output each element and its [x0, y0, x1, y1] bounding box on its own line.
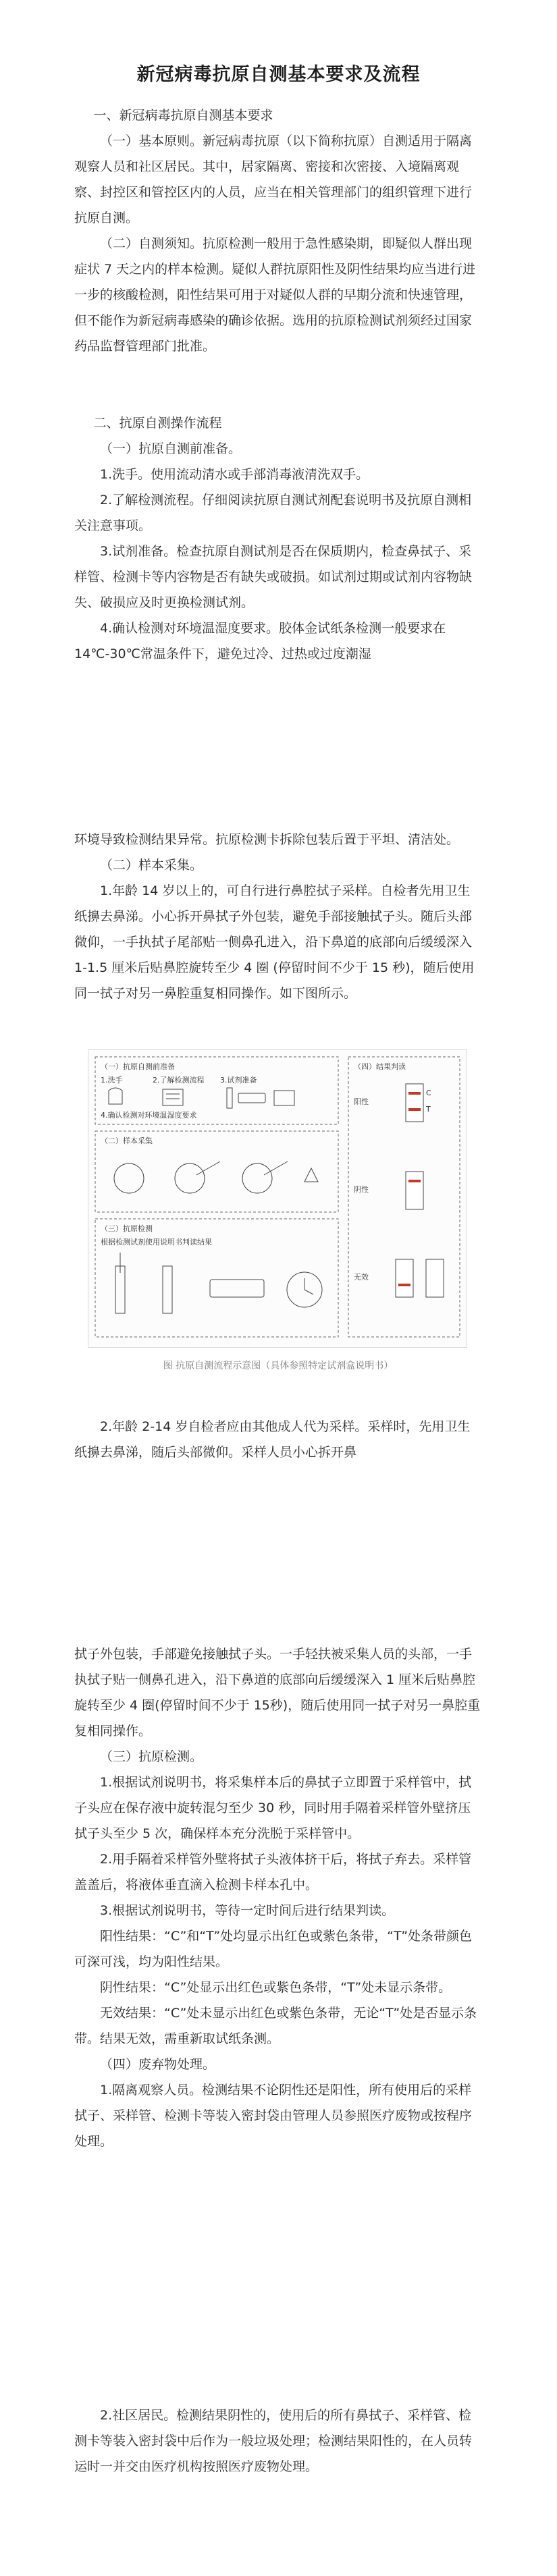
sampling-adult: 1.年龄 14 岁以上的，可自行进行鼻腔拭子采样。自检者先用卫生纸擤去鼻涕。小心拆开鼻拭子外包装，避免手部接触拭子头。随后头部微仰，一手执拭子尾部贴一侧鼻孔进入，沿下鼻道的底部向后缓缓深入 1-1.5 厘米后贴鼻腔旋转至少 4 圈 (停留时间不少于 15 秒)，随后使用同一拭子对另一鼻腔重复相同操作。如下图所示。	[74, 883, 475, 1001]
sampling-child-continued: 拭子外包装，手部避免接触拭子头。一手轻扶被采集人员的头部，一手执拭子贴一侧鼻孔进入，沿下鼻道的底部向后缓缓深入 1 厘米后贴鼻腔旋转至少 4 圈(停留时间不少于 15秒)，随后使用同一拭子对另一鼻腔重复相同操作。	[74, 1647, 481, 1738]
panel3-note: 根据检测试剂使用说明书判读结果	[101, 1238, 212, 1246]
section-procedure-part4	[74, 2403, 482, 2479]
result-label: 阴性	[354, 1185, 369, 1194]
arrow-icon	[304, 1168, 318, 1182]
band-t	[408, 1108, 421, 1111]
result-label: 无效	[354, 1273, 369, 1282]
panel3-title: （三）抗原检测	[101, 1224, 153, 1233]
result-label: 阳性	[354, 1097, 369, 1106]
paragraph-basic-principle: （一）基本原则。新冠病毒抗原（以下简称抗原）自测适用于隔离观察人员和社区居民。其中，居家隔离、密接和次密接、入境隔离观察、封控区和管控区内的人员，应当在相关管理部门的组织管理下进行抗原自测。	[74, 134, 473, 225]
paragraph-self-test-notes: （二）自测须知。抗原检测一般用于急性感染期，即疑似人群出现症状 7 天之内的样本检测。疑似人群抗原阳性及阴性结果均应当进行进一步的核酸检测，阳性结果可用于对疑似人群的早期分流和快速管理，但不能作为新冠病毒感染的确诊依据。选用的抗原检测试剂须经过国家药品监督管理部门批准。	[74, 236, 476, 354]
step-wash-hands: 1.洗手。使用流动清水或手部消毒液清洗双手。	[100, 467, 369, 482]
test-card-icon	[238, 1093, 265, 1103]
test-step-3: 3.根据试剂说明书，等待一定时间后进行结果判读。	[100, 1903, 395, 1918]
result-negative	[354, 1172, 423, 1209]
step-read-manual: 2.了解检测流程。仔细阅读抗原自测试剂配套说明书及抗原自测相关注意事项。	[74, 493, 472, 533]
subheading-antigen-test: （三）抗原检测。	[100, 1749, 203, 1764]
band-c	[408, 1092, 421, 1095]
panel2-title: （二）样本采集	[101, 1136, 153, 1145]
section-procedure-part2	[74, 827, 482, 1006]
panel-testing	[95, 1219, 338, 1337]
waste-isolated: 1.隔离观察人员。检测结果不论阴性还是阳性，所有使用后的采样拭子、采样管、检测卡等装入密封袋由管理人员参照医疗废物或按程序处理。	[74, 2083, 473, 2149]
step-environment: 4.确认检测对环境温湿度要求。胶体金试纸条检测一般要求在 14℃-30℃常温条件下，避免过冷、过热或过度潮湿	[74, 621, 446, 661]
panel1-step: 2.了解检测流程	[153, 1076, 205, 1085]
band-t	[398, 1284, 410, 1286]
thermometer-icon	[274, 1091, 294, 1105]
step-environment-continued: 环境导致检测结果异常。抗原检测卡拆除包装后置于平坦、清洁处。	[74, 832, 460, 847]
waste-community: 2.社区居民。检测结果阴性的，使用后的所有鼻拭子、采样管、检测卡等装入密封袋中后作为一般垃圾处理；检测结果阳性的，在人员转运时一并交由医疗机构按照医疗废物处理。	[74, 2408, 473, 2474]
panel1-step: 4.确认检测对环境温湿度要求	[101, 1111, 197, 1120]
procedure-figure	[88, 1049, 467, 1348]
sample-tube-icon	[163, 1266, 172, 1313]
letter-c: C	[426, 1089, 431, 1097]
procedure-diagram	[88, 1050, 467, 1347]
figure-caption: 图 抗原自测流程示意图（具体参照特定试剂盒说明书）	[163, 1361, 394, 1371]
swab-icon	[196, 1161, 220, 1175]
panel2-icons	[114, 1161, 318, 1193]
section-heading: 一、新冠病毒抗原自测基本要求	[93, 108, 273, 123]
sample-tube-icon	[115, 1266, 125, 1313]
section-sampling-child	[74, 1414, 482, 1465]
head-icon	[175, 1163, 205, 1193]
subheading-preparation: （一）抗原自测前准备。	[100, 441, 242, 456]
head-icon	[242, 1163, 272, 1193]
section-heading: 二、抗原自测操作流程	[93, 416, 222, 431]
sampling-child: 2.年龄 2-14 岁自检者应由其他成人代为采样。采样时，先用卫生纸擤去鼻涕，随后头部微仰。采样人员小心拆开鼻	[74, 1419, 471, 1460]
panel1-icons	[109, 1088, 294, 1108]
section-procedure-part1	[74, 410, 482, 667]
result-invalid-text: 无效结果：“C”处未显示出红色或紫色条带，无论“T”处是否显示条带。结果无效，需重新取试纸条测。	[74, 2006, 477, 2046]
test-card-icon	[210, 1280, 264, 1297]
step-reagent-check: 3.试剂准备。检查抗原自测试剂是否在保质期内，检查鼻拭子、采样管、检测卡等内容物是否有缺失或破损。如试剂过期或试剂内容物缺失、破损应及时更换检测试剂。	[74, 544, 473, 610]
manual-icon	[163, 1089, 183, 1105]
subheading-waste: （四）废弃物处理。	[100, 2057, 216, 2072]
head-icon	[114, 1163, 144, 1193]
result-positive-text: 阳性结果：“C”和“T”处均显示出红色或紫色条带，“T”处条带颜色可深可浅，均为阳性结果。	[74, 1929, 473, 1969]
swab-icon	[264, 1161, 288, 1175]
result-invalid	[354, 1259, 444, 1297]
panel1-title: （一）抗原自测前准备	[101, 1062, 175, 1071]
letter-t: T	[426, 1105, 431, 1114]
result-negative-text: 阴性结果：“C”处显示出红色或紫色条带，“T”处未显示条带。	[100, 1980, 452, 1995]
hand-icon	[109, 1088, 122, 1104]
subheading-sampling: （二）样本采集。	[100, 858, 203, 873]
band-c	[408, 1180, 421, 1182]
panel1-step: 3.试剂准备	[220, 1076, 257, 1085]
panel1-steps	[101, 1075, 257, 1120]
tube-icon	[227, 1088, 232, 1108]
section-basic-requirements	[74, 103, 482, 359]
page-title: 新冠病毒抗原自测基本要求及流程	[136, 64, 421, 85]
test-step-1: 1.根据试剂说明书，将采集样本后的鼻拭子立即置于采样管中，拭子头应在保存液中旋转混匀至少 30 秒，同时用手隔着采样管外壁挤压拭子头至少 5 次，确保样本充分洗脱于采样管中。	[74, 1775, 472, 1841]
section-procedure-part3	[74, 1641, 482, 2154]
test-step-2: 2.用手隔着采样管外壁将拭子头液体挤干后，将拭子弃去。采样管盖盖后，将液体垂直滴入检测卡样本孔中。	[74, 1852, 472, 1892]
panel3-icons	[115, 1253, 322, 1313]
result-positive	[354, 1084, 431, 1122]
panel4-title: （四）结果判读	[354, 1062, 406, 1071]
panel1-step: 1.洗手	[101, 1076, 123, 1085]
